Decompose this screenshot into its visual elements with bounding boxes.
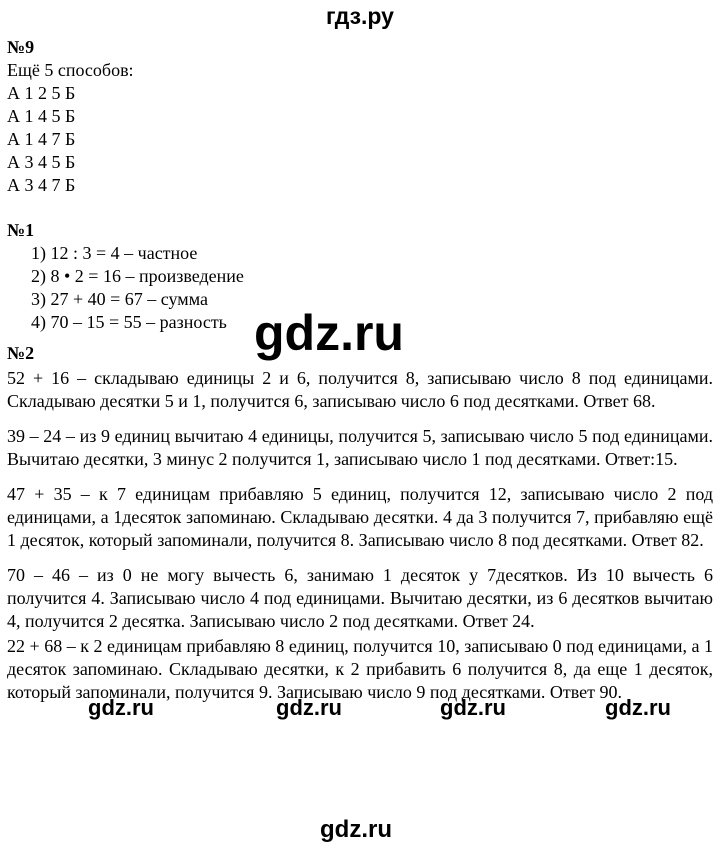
watermark-logo: gdz.ru <box>320 816 392 843</box>
document-body <box>7 36 713 704</box>
task-1-heading: №1 <box>7 220 35 240</box>
watermark-logo: gdz.ru <box>254 305 404 361</box>
task-2-heading: №2 <box>7 343 35 363</box>
task-9-line: А 3 4 5 Б <box>7 152 76 172</box>
task-2-paragraph: 39 – 24 – из 9 единиц вычитаю 4 единицы, получится 5, записываю число 5 под единицами. Вычитаю десятки, 3 минус 2 получится 1, записываю число 1 под десятками. Ответ:15. <box>7 426 713 469</box>
task-1-line: 3) 27 + 40 = 67 – сумма <box>31 289 208 309</box>
task-9-heading: №9 <box>7 37 35 57</box>
task-1-line: 1) 12 : 3 = 4 – частное <box>31 243 198 263</box>
task-9-line: А 1 2 5 Б <box>7 83 76 103</box>
task-9-line: А 1 4 7 Б <box>7 129 76 149</box>
task-2-paragraph: 22 + 68 – к 2 единицам прибавляю 8 единиц, получится 10, записываю 0 под единицами, а 1 десяток запоминаю. Складываю десятки, к 2 прибавить 6 получится 8, да еще 1 десяток, который запоминали, получится 9. Записываю число 9 под десятками. Ответ 90. <box>7 636 713 702</box>
task-9-line: А 3 4 7 Б <box>7 175 76 195</box>
site-header: гдз.ру <box>326 3 394 29</box>
task-2-paragraph: 52 + 16 – складываю единицы 2 и 6, получится 8, записываю число 8 под единицами. Складываю десятки 5 и 1, получится 6, записываю число 6 под десятками. Ответ 68. <box>7 368 713 411</box>
task-9 <box>7 36 713 197</box>
task-2-paragraph: 70 – 46 – из 0 не могу вычесть 6, занимаю 1 десяток у 7десятков. Из 10 вычесть 6 получится 4. Записываю число 4 под единицами. Вычитаю десятки, из 6 десятков вычитаю 4, получится 2 десятка. Записываю число 2 под десятками. Ответ 24. <box>7 565 713 631</box>
task-2-paragraph: 47 + 35 – к 7 единицам прибавляю 5 единиц, получится 12, записываю число 2 под единицами, а 1десяток запоминаю. Складываю десятки. 4 да 3 получится 7, прибавляю ещё 1 десяток, который запоминали, получится 8. Записываю число 8 под десятками. Ответ 82. <box>7 484 713 550</box>
task-9-line: А 1 4 5 Б <box>7 106 76 126</box>
watermark-logo: gdz.ru <box>605 695 671 720</box>
task-1-line: 4) 70 – 15 = 55 – разность <box>31 312 227 332</box>
task-2 <box>7 342 713 704</box>
watermark-logo: gdz.ru <box>88 695 154 720</box>
task-1-line: 2) 8 • 2 = 16 – произведение <box>31 266 244 286</box>
task-9-intro: Ещё 5 способов: <box>7 60 134 80</box>
watermark-logo: gdz.ru <box>276 695 342 720</box>
watermark-logo: gdz.ru <box>440 695 506 720</box>
